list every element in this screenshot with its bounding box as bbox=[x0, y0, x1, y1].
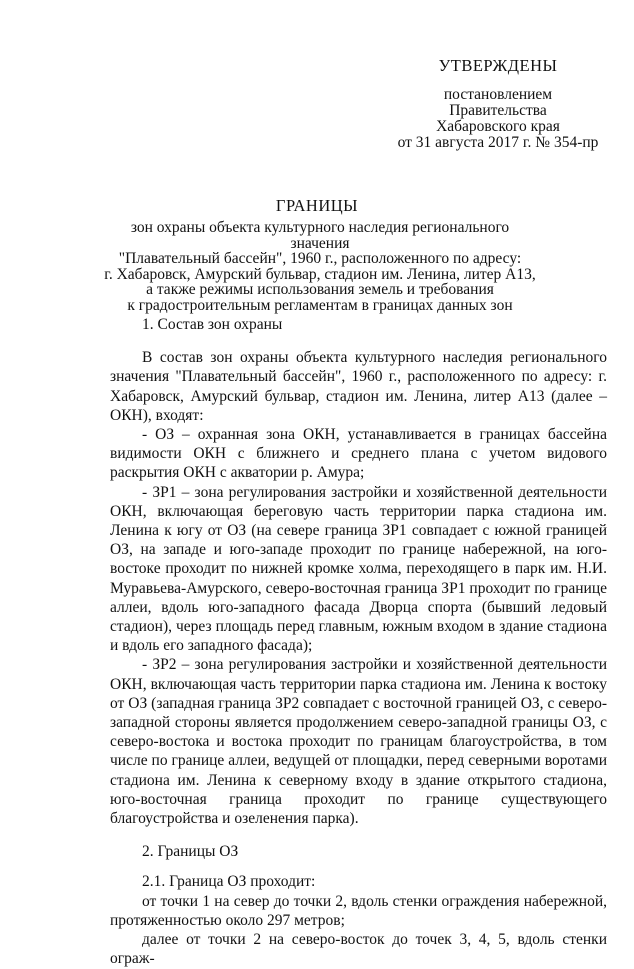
subtitle-line-1: зон охраны объекта культурного наследия регионального значения bbox=[130, 219, 510, 252]
section-1-heading: 1. Состав зон охраны bbox=[142, 316, 283, 333]
zone-zr1-paragraph: - ЗР1 – зона регулирования застройки и хозяйственной деятельности ОКН, включающая береговую часть территории парка стадиона им. Ленина к югу от ОЗ (на севере граница ЗР1 совпадает с южной границей ОЗ, на западе и юго-западе проходит по границе набережной, на юго-востоке проходит по нижней кромке холма, переходящего в парк им. Н.И. Муравьева-Амурского, северо-восточная граница ЗР1 проходит по границе аллеи, вдоль юго-западного фасада Дворца спорта (бывший ледовый стадион), через площадь перед главным, южным входом в здание стадиона и вдоль его западного фасада); bbox=[110, 483, 607, 655]
section-1-intro: В состав зон охраны объекта культурного наследия регионального значения "Плавательный бассейн", 1960 г., расположенного по адресу: г. Хабаровск, Амурский бульвар, стадион им. Ленина, литер А13 (далее – ОКН), входят: bbox=[110, 349, 607, 424]
section-2-1-heading: 2.1. Граница ОЗ проходит: bbox=[142, 873, 316, 891]
subtitle-line-3: г. Хабаровск, Амурский бульвар, стадион им. Ленина, литер А13, bbox=[104, 265, 536, 283]
zone-oz-paragraph: - ОЗ – охранная зона ОКН, устанавливается в границах бассейна видимости ОКН с ближнего и среднего плана с учетом видового раскрытия ОКН с акватории р. Амура; bbox=[110, 426, 607, 482]
boundary-paragraph-1: от точки 1 на север до точки 2, вдоль стенки ограждения набережной, протяженностью около 297 метров; bbox=[110, 892, 607, 929]
approval-block bbox=[388, 58, 608, 151]
approval-line-3: Хабаровского края bbox=[436, 118, 560, 135]
approval-line-1: постановлением bbox=[443, 86, 553, 103]
subtitle-line-2: "Плавательный бассейн", 1960 г., расположенного по адресу: bbox=[118, 250, 522, 267]
approval-heading: УТВЕРЖДЕНЫ bbox=[438, 56, 558, 75]
approval-line-2: Правительства bbox=[449, 102, 547, 119]
document-body bbox=[110, 315, 607, 969]
boundary-paragraph-2: далее от точки 2 на северо-восток до точек 3, 4, 5, вдоль стенки ограж- bbox=[110, 931, 607, 968]
document-title: ГРАНИЦЫ bbox=[275, 196, 359, 215]
subtitle-line-5: к градостроительным регламентам в границах данных зон bbox=[127, 296, 513, 314]
section-2-heading: 2. Границы ОЗ bbox=[142, 843, 239, 861]
approval-line-4: от 31 августа 2017 г. № 354-пр bbox=[397, 134, 599, 151]
document-subtitle bbox=[100, 220, 540, 313]
zone-zr2-paragraph: - ЗР2 – зона регулирования застройки и хозяйственной деятельности ОКН, включающая часть территории парка стадиона им. Ленина к востоку от ОЗ (западная граница ЗР2 совпадает с восточной границей ОЗ, с северо-западной стороны является продолжением северо-западной границы ОЗ, с северо-востока и востока проходит по границам благоустройства, в том числе по границе аллеи, ведущей от площадки, перед северными воротами стадиона им. Ленина к северному входу в здание открытого стадиона, юго-восточная граница проходит по границе существующего благоустройства и озеленения парка). bbox=[110, 656, 607, 828]
subtitle-line-4: а также режимы использования земель и требования bbox=[146, 281, 494, 298]
